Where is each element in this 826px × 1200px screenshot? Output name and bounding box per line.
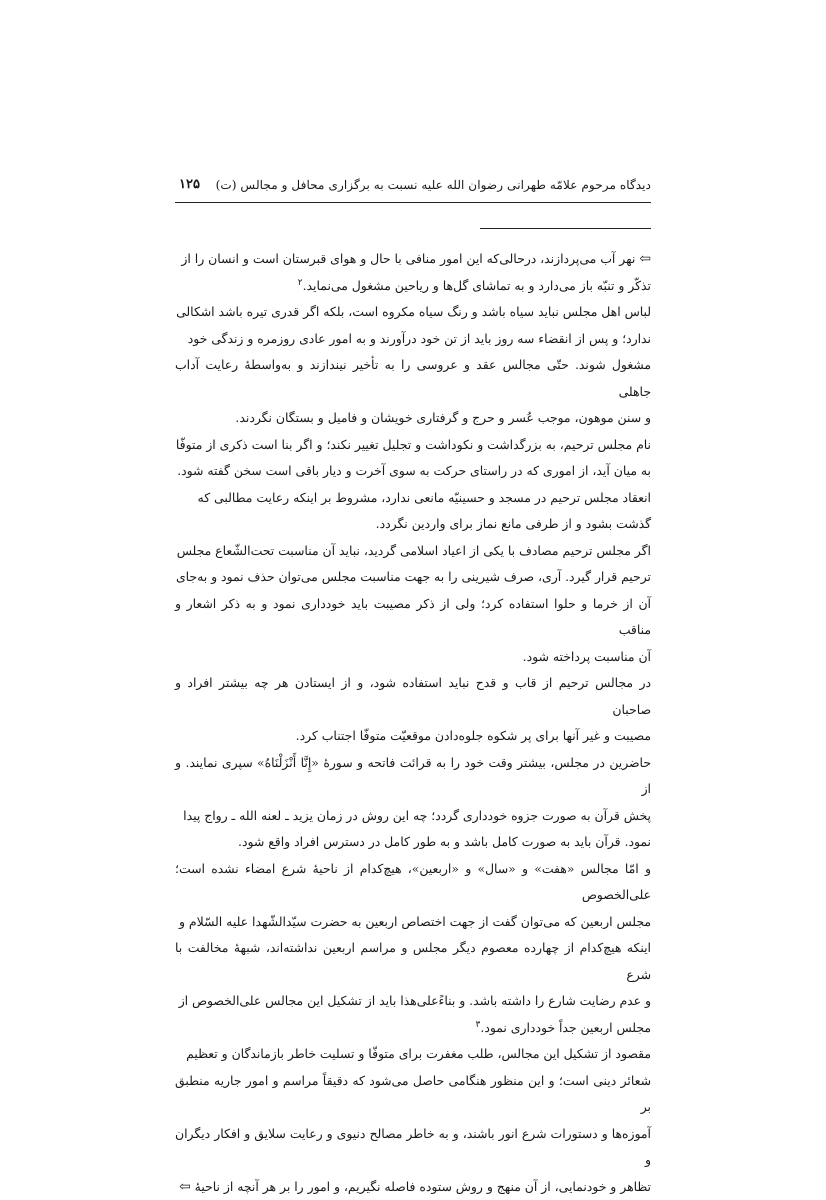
paragraph [175, 750, 651, 856]
text-line: به میان آید، از اموری که در راستای حرکت به سوی آخرت و دیار باقی است سخن گفته شود. [175, 458, 651, 485]
text-line: و امّا مجالس «هفت» و «سال» و «اربعین»، هیچ‌کدام از ناحیهٔ شرع امضاء نشده است؛ علی‌الخصوص [175, 856, 651, 909]
footnote-separator [480, 228, 651, 229]
text-line: در مجالس ترحیم از قاب و قدح نباید استفاده شود، و از ایستادن هر چه بیشتر افراد و صاحبان [175, 670, 651, 723]
main-text [175, 246, 651, 1200]
text-line: ندارد؛ و پس از انقضاء سه روز باید از تن خود درآورند و به امور عادی روزمره و زندگی خود [175, 326, 651, 353]
text-line: اینکه هیچ‌کدام از چهارده معصوم دیگر مجلس و مراسم اربعین نداشته‌اند، شبههٔ مخالفت با شرع [175, 935, 651, 988]
text-line: و عدم رضایت شارع را داشته باشد. و بناءً‌علی‌هذا باید از تشکیل این مجالس علی‌الخصوص از [175, 988, 651, 1015]
paragraph [175, 538, 651, 671]
running-title: دیدگاه مرحوم علامّه طهرانی رضوان الله علیه نسبت به برگزاری محافل و مجالس (ت) [216, 178, 651, 192]
continuation-arrow-icon: ⇦ [179, 1179, 191, 1195]
footnote-reference: ۳ [476, 1019, 481, 1029]
text-line: و سنن موهون، موجب عُسر و حرج و گرفتاری خویشان و فامیل و بستگان نگردند. [175, 405, 651, 432]
text-line: گذشت بشود و از طرفی مانع نماز برای واردین نگردد. [175, 511, 651, 538]
paragraph [175, 1041, 651, 1200]
paragraph [175, 246, 651, 299]
running-header [175, 178, 651, 198]
text-line: تظاهر و خودنمایی، از آن منهج و روش ستوده فاصله نگیریم، و امور را بر هر آنچه از ناحیهٔ ⇦ [175, 1174, 651, 1200]
text-line: مقصود از تشکیل این مجالس، طلب مغفرت برای متوفّا و تسلیت خاطر بازماندگان و تعظیم [175, 1041, 651, 1068]
text-line: مجلس اربعین جداً خودداری نمود.$^۳$ [175, 1015, 651, 1042]
text-line: آموزه‌ها و دستورات شرع انور باشند، و به خاطر مصالح دنیوی و رعایت سلایق و افکار دیگران و [175, 1121, 651, 1174]
paragraph [175, 485, 651, 538]
text-line: نمود. قرآن باید به صورت کامل باشد و به طور کامل در دسترس افراد واقع شود. [175, 829, 651, 856]
text-line: لباس اهل مجلس نباید سیاه باشد و رنگ سیاه مکروه است، بلکه اگر قدری تیره باشد اشکالی [175, 299, 651, 326]
header-rule [175, 202, 651, 203]
text-line: اگر مجلس ترحیم مصادف با یکی از اعیاد اسلامی گردید، نباید آن مناسبت تحت‌الشّعاع مجلس [175, 538, 651, 565]
footnote-reference: ۲ [298, 277, 303, 287]
text-line: ⇦ نهر آب می‌پردازند، درحالی‌که این امور منافی با حال و هوای قبرستان است و انسان را از [175, 246, 651, 273]
text-line: تذکّر و تنبّه باز می‌دارد و به تماشای گل‌ها و ریاحین مشغول می‌نماید.$^۲$ [175, 273, 651, 300]
text-line: مصیبت و غیر آنها برای پر شکوه جلوه‌دادن موقعیّت متوفّا اجتناب کرد. [175, 723, 651, 750]
text-line: آن مناسبت پرداخته شود. [175, 644, 651, 671]
page-number: ۱۲۵ [179, 177, 200, 192]
paragraph [175, 670, 651, 750]
text-line: مشغول شوند. حتّی مجالس عقد و عروسی را به تأخیر نیندازند و به‌واسطهٔ رعایت آداب جاهلی [175, 352, 651, 405]
paragraph [175, 856, 651, 1042]
text-line: شعائر دینی است؛ و این منظور هنگامی حاصل می‌شود که دقیقاً مراسم و امور جاریه منطبق بر [175, 1068, 651, 1121]
continuation-arrow-icon: ⇦ [639, 251, 651, 267]
paragraph [175, 432, 651, 485]
text-line: انعقاد مجلس ترحیم در مسجد و حسینیّه مانعی ندارد، مشروط بر اینکه رعایت مطالبی که [175, 485, 651, 512]
text-line: پخش قرآن به صورت جزوه خودداری گردد؛ چه این روش در زمان یزید ـ لعنه الله ـ رواج پیدا [175, 803, 651, 830]
text-line: نام مجلس ترحیم، به بزرگداشت و نکوداشت و تجلیل تغییر نکند؛ و اگر بنا است ذکری از متوفّا [175, 432, 651, 459]
text-line: مجلس اربعین که می‌توان گفت از جهت اختصاص اربعین به حضرت سیّدالشّهدا علیه السّلام و [175, 909, 651, 936]
text-line: حاضرین در مجلس، بیشتر وقت خود را به قرائت فاتحه و سورهٔ «إِنَّا أَنْزَلْنَاهُ» سپری نمایند. و از [175, 750, 651, 803]
text-line: ترحیم قرار گیرد. آری، صرف شیرینی را به جهت مناسبت مجلس می‌توان حذف نمود و به‌جای [175, 564, 651, 591]
paragraph [175, 299, 651, 432]
text-line: آن از خرما و حلوا استفاده کرد؛ ولی از ذکر مصیبت باید خودداری نمود و به ذکر اشعار و مناقب [175, 591, 651, 644]
